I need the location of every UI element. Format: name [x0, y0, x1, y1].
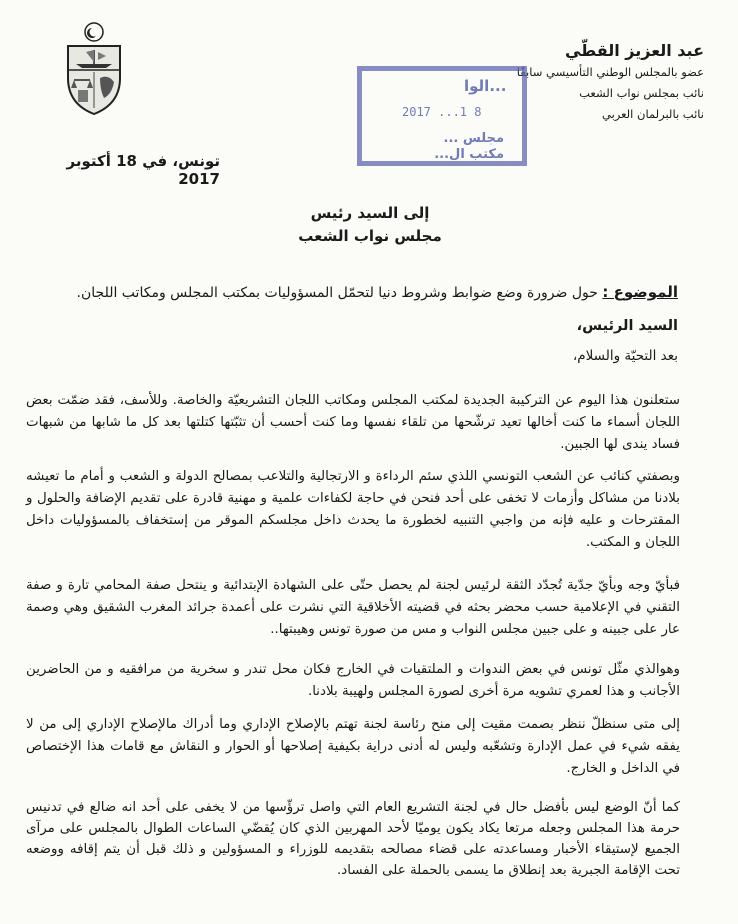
stamp-line-1: مجلس ... — [443, 131, 504, 146]
greeting: بعد التحيّة والسلام، — [572, 348, 678, 364]
subject-text: حول ضرورة وضع ضوابط وشروط دنيا لتحمّل المسؤوليات بمكتب المجلس ومكاتب اللجان. — [76, 285, 603, 301]
sender-role-2: نائب بمجلس نواب الشعب — [579, 86, 704, 100]
sender-role-1: عضو بالمجلس الوطني التأسيسي سابقًا — [516, 65, 704, 79]
stamp-date: 2017 ...1 8 — [402, 105, 482, 119]
body-paragraph-5: إلى متى سنظلّ ننظر بصمت مقيت إلى منح رئاسة لجنة تهتم بالإصلاح الإداري وما أدراك مالإصلاح الإداري إلى من لا يفقه شيء في عمل الإدارة وتشعّبه وليس له أدنى دراية بكيفية إصلاحها أو الحوار و النقاش مع قامات هذا الإختصاص في الداخل و الخارج. — [26, 717, 680, 776]
coat-of-arms-emblem — [62, 20, 126, 116]
letter-date: تونس، في 18 أكتوبر 2017 — [66, 152, 220, 188]
stamp-line-2: مكتب ال... — [434, 147, 504, 162]
subject-line — [18, 281, 678, 304]
stamp-header: الوا... — [464, 77, 507, 95]
body-paragraph-2: وبصفتي كنائب عن الشعب التونسي اللذي سئم الرداءة و الارتجالية والتلاعب بمصالح الدولة و الشعب و أمام ما تعيشه بلادنا من مشاكل وأزمات لا تخفى على أحد فنحن في حاجة لكفاءات علمية و مهنية قادرة على تقديم الإضافة والحلول و المقترحات و عليه فإنه من واجبي التنبيه لخطورة ما يحدث داخل مجلسكم الموقر من إستخفاف بالمسؤوليات داخل اللجان و المكتب. — [26, 469, 680, 550]
subject-label: الموضوع : — [602, 283, 678, 301]
salutation: السيد الرئيس، — [576, 318, 678, 334]
sender-name: عبد العزيز القطّي — [564, 41, 704, 60]
recipient-line-1: إلى السيد رئيس — [310, 204, 430, 222]
recipient-line-2: مجلس نواب الشعب — [298, 227, 442, 245]
body-paragraph-4: وهوالذي مثّل تونس في بعض الندوات و الملتقيات في الخارج فكان محل تندر و سخرية من مرافقيه و من الحاضرين الأجانب و هذا لعمري تشويه مرة أخرى لصورة المجلس ولهيبة بلادنا. — [26, 662, 680, 699]
body-paragraph-3: فبأيّ وجه وبأيّ جدّية تُجدّد الثقة لرئيس لجنة لم يحصل حتّى على الشهادة الإبتدائية و ينتحل صفة المحامي تارة و صفة التقني في الإعلامية حسب محضر بحثه في قضيته الأخلاقية التي نشرت على أعمدة جرائد المغرب الشقيق وهي وصمة عار على جبينه و على جبين مجلس النواب و مس من صورة تونس وهيبتها.. — [26, 578, 680, 637]
body-paragraph-1: ستعلنون هذا اليوم عن التركيبة الجديدة لمكتب المجلس ومكاتب اللجان التشريعيّة والخاصة. وللأسف، فقد ضمّت بعض اللجان أسماء ما كنت أخالها تعيد ترشّحها من تلقاء نفسها وما كنت أحسب أن تثبّتها كتلتها بعد كل ما شابها من شبهات فساد يندى لها الجبين. — [26, 393, 680, 452]
sender-role-3: نائب بالبرلمان العربي — [601, 107, 704, 121]
body-paragraph-6: كما أنّ الوضع ليس بأفضل حال في لجنة التشريع العام التي واصل ترؤّسها من لا يخفى على أحد انه ضالع في تدنيس حرمة هذا المجلس وجعله مرتعا يكاد يكون يوميّا لأحد المهربين الذي كان يُقضّي الساعات الطوال بالمجلس على مرآى الجميع لإستيقاء الأخبار ومساعدته على قضاء مصالحه بتقديمه للوزراء و المسؤولين و ذلك قبل أن يتم إقافه ووضعه تحت الإقامة الجبرية بعد إنطلاق ما يسمى بالحملة على الفساد. — [26, 800, 680, 878]
received-stamp — [357, 66, 527, 166]
